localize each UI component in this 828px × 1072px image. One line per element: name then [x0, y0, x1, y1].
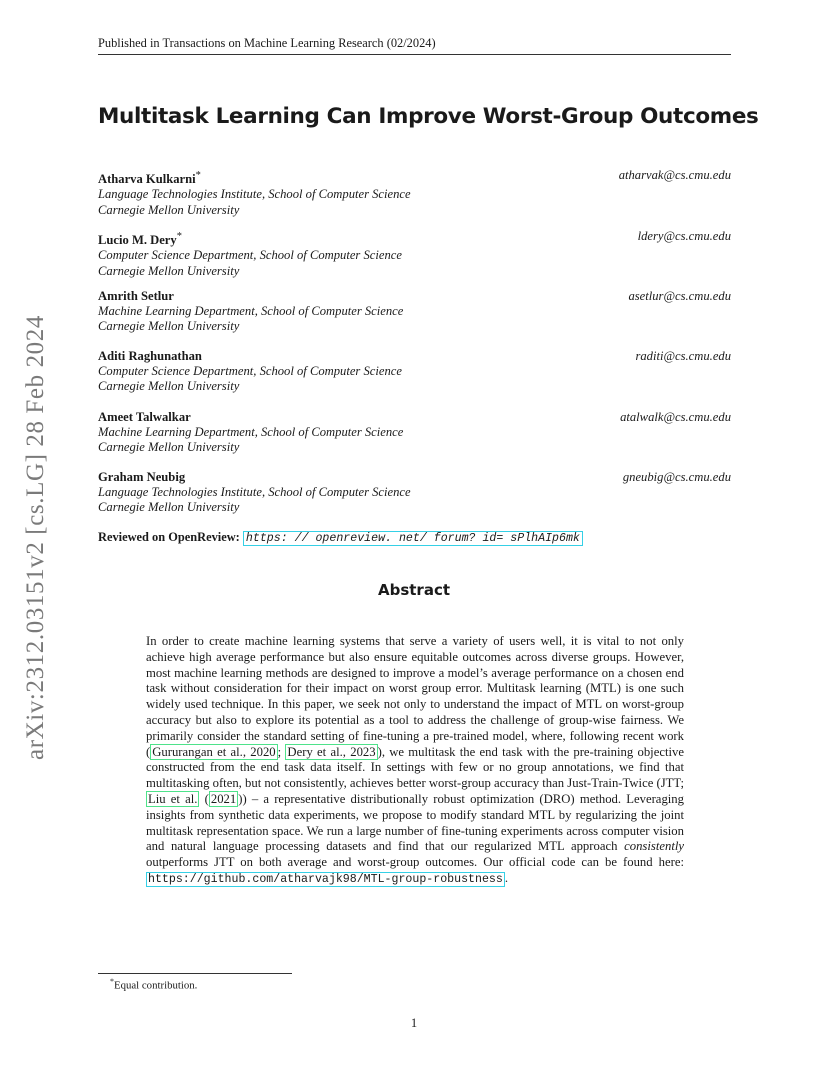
- equal-contrib-mark: *: [176, 231, 182, 242]
- abstract-text: outperforms JTT on both average and worst-group outcomes. Our official code can be found here:: [146, 855, 684, 870]
- author-block: [98, 410, 731, 456]
- author-block: [98, 470, 731, 516]
- author-university: Carnegie Mellon University: [98, 319, 240, 334]
- author-university: Carnegie Mellon University: [98, 440, 240, 455]
- abstract-text: .: [504, 870, 508, 885]
- author-department: Language Technologies Institute, School of Computer Science: [98, 485, 411, 500]
- author-university: Carnegie Mellon University: [98, 263, 240, 278]
- author-university: Carnegie Mellon University: [98, 202, 240, 217]
- author-block: [98, 289, 731, 335]
- arxiv-stamp: arXiv:2312.03151v2 [cs.LG] 28 Feb 2024: [22, 315, 49, 760]
- footnote: [110, 977, 197, 992]
- author-name: Amrith Setlur: [98, 289, 174, 303]
- citation-link[interactable]: Gururangan et al., 2020: [152, 744, 276, 759]
- equal-contrib-mark: *: [195, 170, 201, 181]
- author-email[interactable]: atharvak@cs.cmu.edu: [618, 168, 731, 182]
- author-university: Carnegie Mellon University: [98, 500, 240, 515]
- openreview-link[interactable]: https: // openreview. net/ forum? id= sPlhAIp6mk: [243, 531, 583, 546]
- running-header: Published in Transactions on Machine Learning Research (02/2024): [98, 36, 731, 55]
- footnote-text: Equal contribution.: [114, 979, 198, 992]
- emphasis-text: consistently: [624, 839, 684, 854]
- footnote-rule: [98, 973, 292, 974]
- author-department: Machine Learning Department, School of Computer Science: [98, 304, 404, 319]
- author-name: Graham Neubig: [98, 470, 186, 484]
- author-name: Atharva Kulkarni: [98, 172, 196, 187]
- author-email[interactable]: atalwalk@cs.cmu.edu: [620, 410, 731, 424]
- footnote-mark: *: [110, 977, 114, 986]
- author-department: Computer Science Department, School of Computer Science: [98, 364, 402, 379]
- author-block: [98, 349, 731, 395]
- author-department: Language Technologies Institute, School of Computer Science: [98, 187, 411, 202]
- abstract-text: ) – a representative distributionally robust optimization (DRO) method. Leveraging insights from synthetic data experiments, we propose to modify standard MTL by regularizing the joint multitask representation space. We run a large number of fine-tuning experiments across computer vision and natural language processing datasets and find that our regularized MTL approach: [146, 791, 684, 854]
- citation-link[interactable]: Liu et al.: [148, 791, 198, 806]
- abstract-body: In order to create machine learning systems that serve a variety of users well, it is vital to not only achieve high average performance but also ensure equitable outcomes across diverse groups. However, most machine learning methods are designed to improve a model’s average performance on a chosen end task without consideration for their impact on worst group error. Multitask learning (MTL) is one such widely used technique. In this paper, we seek not only to understand the impact of MTL on worst-group accuracy but also to explore its potential as a tool to address the challenge of group-wise fairness. We primarily consider the standard setting of fine-tuning a pre-trained model, where, following recent work ( Gururangan et al., 2020 ; Dery et al., 2023 ), we multitask the end task with the pre-training objective constructed from the end task data itself. In settings with few or no group annotations, we find that multitasking often, but not consistently, achieves better worst-group accuracy than Just-Train-Twice (JTT; Liu et al. ( 2021 )) – a representative distributionally robust optimization (DRO) method. Leveraging insights from synthetic data experiments, we propose to modify standard MTL by regularizing the joint multitask representation space. We run a large number of fine-tuning experiments across computer vision and natural language processing datasets and find that our regularized MTL approach consistently outperforms JTT on both average and worst-group outcomes. Our official code can be found here: https://github.com/atharvajk98/MTL-group-robustness .: [146, 634, 684, 886]
- paper-title: Multitask Learning Can Improve Worst-Group Outcomes: [98, 104, 759, 129]
- author-university: Carnegie Mellon University: [98, 379, 240, 394]
- page-number: 1: [410, 1016, 418, 1030]
- author-block: [98, 229, 731, 279]
- citation-link[interactable]: Dery et al., 2023: [287, 744, 376, 759]
- author-department: Computer Science Department, School of Computer Science: [98, 248, 402, 263]
- author-email[interactable]: ldery@cs.cmu.edu: [637, 229, 731, 243]
- author-email[interactable]: gneubig@cs.cmu.edu: [622, 470, 731, 484]
- abstract-text: ), we multitask the end task with the pre-training objective constructed from the end task data itself. In settings with few or no group annotations, we find that multitasking often, but not consistently, achieves better worst-group accuracy than Just-Train-Twice (JTT;: [146, 744, 684, 791]
- openreview-line: [98, 530, 583, 545]
- openreview-label: Reviewed on OpenReview:: [98, 530, 240, 544]
- citation-link[interactable]: 2021: [210, 791, 237, 806]
- code-repo-link[interactable]: https://github.com/atharvajk98/MTL-group-robustness: [148, 872, 503, 886]
- abstract-text: In order to create machine learning systems that serve a variety of users well, it is vital to not only achieve high average performance but also ensure equitable outcomes across diverse groups. However, most machine learning methods are designed to improve a model’s average performance on a chosen end task without consideration for their impact on worst group error. Multitask learning (MTL) is one such widely used technique. In this paper, we seek not only to understand the impact of MTL on worst-group accuracy but also to explore its potential as a tool to address the challenge of group-wise fairness. We primarily consider the standard setting of fine-tuning a pre-trained model, where, following recent work (: [146, 634, 684, 759]
- abstract-heading: Abstract: [377, 581, 451, 599]
- author-department: Machine Learning Department, School of Computer Science: [98, 425, 404, 440]
- author-name: Aditi Raghunathan: [98, 349, 202, 363]
- author-name: Ameet Talwalkar: [98, 410, 191, 424]
- author-email[interactable]: asetlur@cs.cmu.edu: [628, 289, 731, 303]
- author-name: Lucio M. Dery: [98, 233, 177, 248]
- author-email[interactable]: raditi@cs.cmu.edu: [635, 349, 731, 363]
- author-block: [98, 168, 731, 218]
